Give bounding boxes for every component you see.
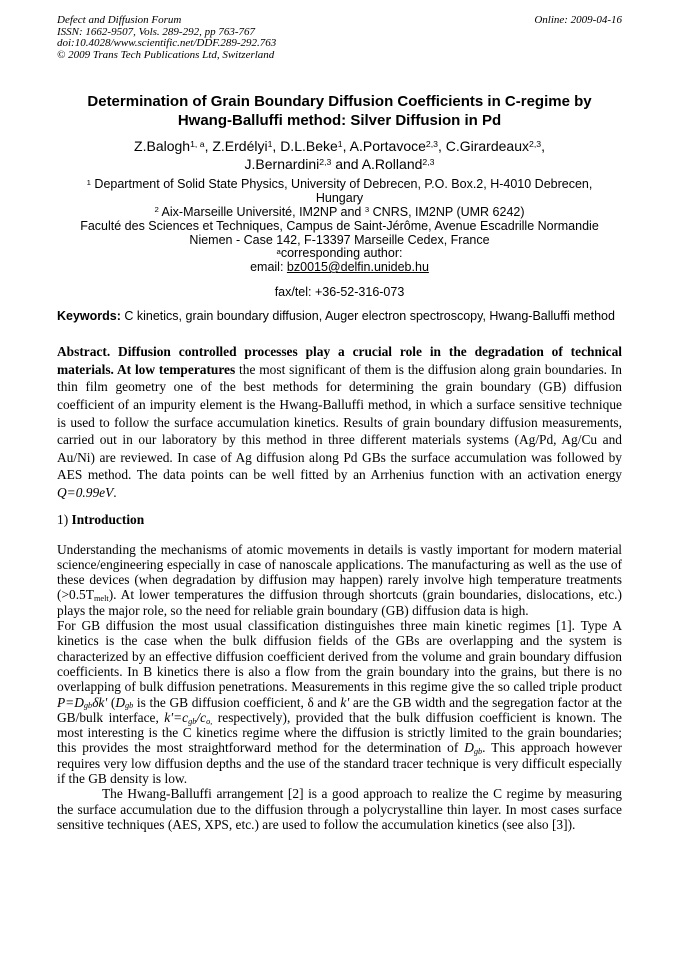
subscript-gb: gb bbox=[188, 716, 197, 726]
paragraph-text: respectively), provided that the bulk diffusion coefficient is known. The most interesting is the C kinetics regime where the diffusion is strictly limited to the grain boundaries; this provides the most straightforward method for the determination of bbox=[57, 709, 622, 756]
author-name: Z.Erdélyi bbox=[212, 138, 268, 155]
affiliation-text: Department of Solid State Physics, University of Debrecen, P.O. Box.2, H-4010 Debrecen, bbox=[90, 177, 593, 192]
abstract-body: the most significant of them is the diffusion along grain boundaries. In thin film geometry one of the best methods for determining the grain boundary (GB) diffusion coefficient of an impurity element is the Hwang-Balluffi method, in which a surface sensitive technique is used to follow the surface accumulation kinetics. Results of grain boundary diffusion measurements, carried out in our laboratory by this method in three different materials systems (Ag/Pd, Ag/Cu and Au/Ni) are reviewed. In case of Ag diffusion along Pd GBs the surface accumulation was followed by AES method. The data points can be well fitted by an Arrhenius function with an activation energy bbox=[57, 361, 622, 483]
author-line-2 bbox=[57, 156, 622, 174]
author-affiliation-marker: 1, a bbox=[190, 139, 205, 150]
subscript-o: o, bbox=[206, 716, 213, 726]
email-line bbox=[57, 261, 622, 275]
journal-issn: ISSN: 1662-9507, Vols. 289-292, pp 763-767 bbox=[57, 25, 255, 38]
paper-title bbox=[57, 92, 622, 130]
subscript-melt: melt bbox=[93, 594, 109, 604]
paper-title-line-1: Determination of Grain Boundary Diffusion Coefficients in C-regime by bbox=[87, 93, 592, 111]
author-affiliation-marker: 2,3 bbox=[425, 139, 438, 150]
abstract bbox=[57, 343, 622, 501]
author bbox=[350, 138, 446, 154]
author bbox=[362, 156, 435, 172]
author-line-1 bbox=[57, 138, 622, 156]
paragraph-text: are the GB width and the segregation factor at the GB/bulk interface, bbox=[57, 694, 622, 725]
affiliation-marker: 3 bbox=[364, 205, 370, 215]
paragraph-text: is the GB diffusion coefficient, δ and bbox=[133, 694, 341, 710]
corresponding-author-text: corresponding author: bbox=[280, 246, 403, 261]
email-link[interactable]: bz0015@delfin.unideb.hu bbox=[286, 260, 429, 275]
affiliation-text: Aix-Marseille Université, IM2NP and bbox=[158, 204, 365, 219]
formula-k-ratio-cont: /c bbox=[196, 709, 207, 725]
keywords bbox=[57, 309, 622, 325]
keywords-label: Keywords: bbox=[57, 308, 121, 323]
affiliation-1-continued: Hungary bbox=[315, 191, 364, 206]
author bbox=[134, 138, 212, 154]
paragraph-text: ( bbox=[107, 694, 116, 710]
online-date: Online: 2009-04-16 bbox=[534, 14, 622, 26]
intro-paragraph-3: The Hwang-Balluffi arrangement [2] is a good approach to realize the C regime by measuring the surface accumulation due to the diffusion through a polycrystalline thin layer. In most cases surface sensitive techniques (AES, XPS, etc.) are used to follow the accumulation kinetics (see also [3]). bbox=[57, 786, 622, 832]
keywords-text: C kinetics, grain boundary diffusion, Auger electron spectroscopy, Hwang-Balluffi method bbox=[120, 308, 615, 323]
journal-title: Defect and Diffusion Forum bbox=[57, 14, 182, 26]
author-name: A.Portavoce bbox=[349, 138, 426, 155]
author-affiliation-marker: 2,3 bbox=[319, 156, 332, 167]
journal-header bbox=[57, 0, 622, 61]
page-content bbox=[57, 0, 622, 832]
abstract-end: . bbox=[113, 485, 117, 500]
author-separator: , bbox=[272, 138, 281, 155]
author-list bbox=[57, 138, 622, 173]
formula-triple-product: P=D bbox=[57, 694, 84, 710]
journal-doi: doi:10.4028/www.scientific.net/DDF.289-292.763 bbox=[57, 37, 277, 50]
section-number: 1) bbox=[57, 511, 72, 527]
author bbox=[212, 138, 280, 154]
affiliation-marker: 2 bbox=[154, 205, 159, 215]
affiliation-2-3 bbox=[57, 206, 622, 220]
formula-dgb: D bbox=[115, 694, 125, 710]
author bbox=[245, 156, 362, 172]
abstract-lead-bold: Abstract. Diffusion controlled processes play a crucial role in the degradation of technical materials. At low temperatures bbox=[57, 344, 622, 377]
author-name: J.Bernardini bbox=[244, 155, 320, 172]
formula-triple-product-cont: δk' bbox=[92, 694, 108, 710]
faxtel-line: fax/tel: +36-52-316-073 bbox=[274, 284, 405, 299]
affiliation-address-1: Faculté des Sciences et Techniques, Campus de Saint-Jérôme, Avenue Escadrille Normandie bbox=[80, 218, 599, 233]
journal-info bbox=[57, 15, 276, 61]
formula-k-ratio: k'=c bbox=[164, 709, 189, 725]
author bbox=[280, 138, 349, 154]
author-name: C.Girardeaux bbox=[445, 138, 529, 155]
journal-copyright: © 2009 Trans Tech Publications Ltd, Switzerland bbox=[57, 48, 275, 61]
author-affiliation-marker: 1 bbox=[337, 139, 343, 150]
abstract-formula: Q=0.99eV bbox=[57, 485, 114, 500]
author-name: A.Rolland bbox=[361, 155, 423, 172]
subscript-gb: gb bbox=[83, 701, 93, 711]
author-name: Z.Balogh bbox=[134, 138, 191, 155]
formula-dgb: D bbox=[464, 740, 474, 756]
corresponding-author-marker: a bbox=[276, 246, 281, 256]
author-separator: , bbox=[204, 138, 213, 155]
subscript-gb: gb bbox=[473, 747, 483, 757]
paper-title-line-2: Hwang-Balluffi method: Silver Diffusion in Pd bbox=[177, 112, 502, 130]
author-separator: , bbox=[541, 138, 545, 155]
paragraph-text: Understanding the mechanisms of atomic movements in details is vastly important for modern material science/engineering especially in case of nanoscale applications. The manufacturing as well as the use of these devices (when degradation by diffusion may happen) rarely involve high temperature treatments (>0.5T bbox=[57, 541, 622, 603]
subscript-gb: gb bbox=[125, 701, 134, 711]
paragraph-text: For GB diffusion the most usual classification distinguishes three main kinetic regimes [1]. Type A kinetics is the case when the bulk diffusion fields of the GBs are overlapping and the system is characterized by an effective diffusion coefficient derived from the volume and grain boundary diffusion coefficients. In B kinetics there is also a flow from the grain boundary into the grains, but there is no overlapping of bulk diffusion penetrations. Measurements in this regime give the so called triple product bbox=[57, 618, 622, 695]
paragraph-text: . This approach however requires very low diffusion depths and the use of the standard tracer technique is very difficult especially if the GB density is low. bbox=[57, 740, 622, 787]
author bbox=[446, 138, 545, 154]
corresponding-author bbox=[57, 247, 622, 261]
affiliation-address-2: Niemen - Case 142, F-13397 Marseille Cedex, France bbox=[189, 232, 490, 247]
author-separator: and bbox=[331, 155, 362, 172]
author-separator: , bbox=[437, 138, 446, 155]
author-affiliation-marker: 2,3 bbox=[529, 139, 542, 150]
intro-paragraph-1 bbox=[57, 542, 622, 618]
author-affiliation-marker: 2,3 bbox=[422, 156, 435, 167]
author-separator: , bbox=[342, 138, 350, 155]
author-affiliation-marker: 1 bbox=[267, 139, 273, 150]
email-label: email: bbox=[250, 260, 287, 275]
section-title: Introduction bbox=[71, 511, 145, 527]
intro-paragraph-2 bbox=[57, 618, 622, 786]
section-heading-introduction bbox=[57, 511, 622, 528]
author-name: D.L.Beke bbox=[280, 138, 338, 155]
affiliation-text: CNRS, IM2NP (UMR 6242) bbox=[369, 204, 525, 219]
paragraph-text: ). At lower temperatures the diffusion through shortcuts (grain boundaries, dislocations, etc.) plays the major role, so the need for reliable grain boundary (GB) diffusion data is high. bbox=[57, 587, 622, 618]
formula-k-prime: k' bbox=[340, 694, 350, 710]
affiliation-marker: 1 bbox=[86, 177, 91, 187]
affiliations bbox=[57, 178, 622, 299]
affiliation-1 bbox=[57, 178, 622, 192]
